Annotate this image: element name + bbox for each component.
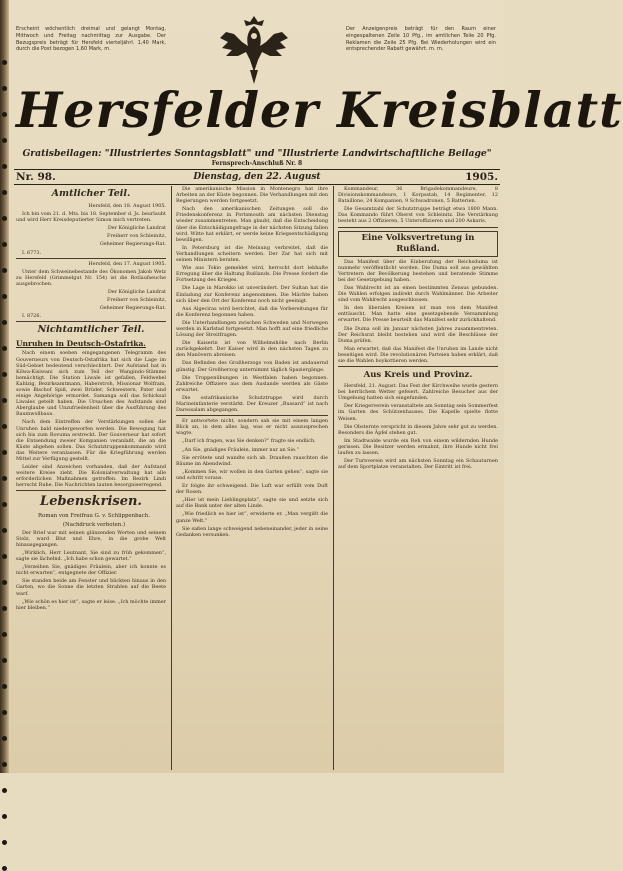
notice-signature: Der Königliche Landrat (107, 289, 166, 296)
advertising-notice: Der Anzeigenpreis beträgt für den Raum einer eingespaltenen Zeile 10 Pfg., im amtlichen Teile 20 Pfg. Reklamen die Zeile 25 Pfg. Bei Wiederholungen wird ein entsprechender Rabatt gewährt. m. m. (346, 26, 496, 53)
issue-date: Dienstag, den 22. August (193, 172, 321, 182)
issue-number: Nr. 98. (16, 171, 56, 183)
subscription-notice: Erscheint wöchentlich dreimal und gelangt Montag, Mittwoch und Freitag nachmittag zur Ausgabe. Der Bezugspreis beträgt für Hersfeld vierteljährl. 1,40 Mark, durch die Post bezogen 1,60 Mark, m. (16, 26, 166, 53)
serial-reprint-note: (Nachdruck verboten.) (62, 521, 126, 528)
article-paragraph: Man erwartet, daß das Manifest die Unruhen im Lande nicht beseitigen wird. Die revolutionären Parteien haben erklärt, daß sie die Wahlen boykottieren werden. (338, 345, 498, 364)
article-paragraph: Im Stadtwalde wurde ein Reh von einem wildernden Hunde gerissen. Die Besitzer werden ermahnt, ihre Hunde nicht frei laufen zu lassen. (338, 437, 498, 456)
serial-paragraph: „Wie friedlich es hier ist“, erwiderte er. „Man vergißt die ganze Welt.“ (176, 511, 328, 524)
article-paragraph: Kommandeur, 36 Brigadekommandeure, 8 Divisionskommandeure, 1 Korpsstab, 14 Regimenter, 12 Bataillone, 24 Kompanien, 9 Schwadronen, 5 Batterien. (338, 186, 498, 205)
article-paragraph: Die Truppenübungen in Westfalen haben begonnen. Zahlreiche Offiziere aus dem Auslande werden als Gäste erwartet. (176, 374, 328, 393)
phone-line: Fernsprech-Anschluß Nr. 8 (211, 160, 303, 167)
article-paragraph: Leider sind Anzeichen vorhanden, daß der Aufstand weitere Kreise zieht. Die Kolonialverwaltung hat alle erforderlichen Maßnahmen getroffen. Im Bezirk Lindi herrscht Ruhe. Die Nachrichten lauten besorgniserregend. (16, 464, 166, 489)
article-paragraph: Die Obsternte verspricht in diesem Jahre sehr gut zu werden. Besonders die Äpfel stehen gut. (338, 423, 498, 436)
article-paragraph: Der Kriegerverein veranstaltete am Sonntag sein Sommerfest im Garten des Schützenhauses. Die Kapelle spielte flotte Weisen. (338, 403, 498, 422)
notice-signature: Geheimer Regierungs-Rat. (99, 305, 166, 312)
serial-paragraph: „An Sie, gnädiges Fräulein, immer nur an Sie.“ (182, 446, 300, 453)
article-paragraph: Das Wahlrecht ist an einen bestimmten Zensus gebunden. Die Wahlen erfolgen indirekt durch Wahlmänner. Die Arbeiter sind vom Wahlrecht ausgeschlossen. (338, 284, 498, 304)
article-paragraph: Die amerikanische Mission in Montenegro hat ihre Arbeiten an der Küste begonnen. Die Verhandlungen mit den Regierungen werden fortgesetzt. (176, 186, 328, 205)
column-1 (16, 186, 166, 770)
serial-paragraph: „Darf ich fragen, was Sie denken?“ fragte sie endlich. (182, 438, 316, 445)
notice-date: Hersfeld, den 18. August 1905. (88, 203, 166, 209)
article-paragraph: Die Lage in Marokko ist unverändert. Der Sultan hat die Einladung zur Konferenz angenommen. Die Mächte haben sich über den Ort der Konferenz noch nicht geeinigt. (176, 285, 328, 304)
masthead-title: Hersfelder Kreisblatt (16, 81, 623, 139)
binding-holes (1, 60, 8, 760)
serial-paragraph: „Wirklich, Herr Leutnant, Sie sind zu früh gekommen“, sagte sie lächelnd. „Ich habe schon gewartet.“ (16, 549, 166, 563)
notice-signature: Geheimer Regierungs-Rat. (99, 241, 166, 248)
serial-paragraph: Er folgte ihr schweigend. Die Luft war erfüllt vom Duft der Rosen. (176, 483, 328, 496)
notice-text: Ich bin vom 21. d. Mts. bis 18. September d. Js. beurlaubt und wird Herr Kreisdeputierter Simon mich vertreten. (16, 211, 166, 224)
article-paragraph: Die Gesamtzahl der Schutztruppe beträgt etwa 1800 Mann. Das Kommando führt Oberst von Schleinitz. Die Verstärkung besteht aus 2 Offizieren, 5 Unteroffizieren und 200 Askaris. (338, 206, 498, 225)
serial-paragraph: „Hier ist mein Lieblingsplatz“, sagte sie und setzte sich auf die Bank unter der alten Linde. (176, 497, 328, 510)
serial-paragraph: „Wie schön es hier ist“, sagte er leise. „Ich möchte immer hier bleiben.“ (16, 598, 166, 611)
notice-reference: I. 8726. (22, 313, 42, 320)
masthead-subtitle: Gratisbeilagen: "Illustriertes Sonntagsblatt" und "Illustrierte Landwirtschaftliche Beilage" (22, 148, 492, 159)
article-paragraph: Hersfeld, 21. August. Das Fest der Kirchweihe wurde gestern bei herrlichem Wetter gefeiert. Zahlreiche Besucher aus der Umgebung hatten sich eingefunden. (338, 383, 498, 402)
article-paragraph: Nach einem soeben eingegangenen Telegramm des Gouverneurs von Deutsch-Ostafrika hat sich die Lage im Süd-Gebiet bedeutend verschlechtert. Der Aufstand hat in Kilwa-Kisiwani sich zum Teil der Wangindo-Stämme bemächtigt. Die Station Liwale ist gefallen, Feldwebel Kahlzig, Bezirksamtmann, Haberstroh, Missionar Wolfram, sowie Bischof Spiß, zwei Brüder, Schwestern, Pater und einige Angehörige ermordet. Samanga soll das Schicksal Liwales geteilt haben. Die Ursachen des Aufstands sind Aberglaube und Unzufriedenheit über die Ausführung des Baumwollbaus. (16, 350, 166, 418)
article-paragraph: Das Manifest über die Einberufung der Reichsduma ist nunmehr veröffentlicht worden. Die Duma soll aus gewählten Vertretern der Bevölkerung bestehen und beratende Stimme bei der Gesetzgebung haben. (338, 258, 498, 283)
column-3 (338, 186, 498, 770)
notice-signature: Freiherr von Schleinitz, (107, 233, 166, 240)
serial-paragraph: „Kommen Sie, wir wollen in den Garten gehen“, sagte sie und schritt voraus. (176, 468, 328, 481)
serial-author: Roman von Freifrau G. v. Schlippenbach. (38, 513, 150, 520)
serial-paragraph: Der Brief war mit seinen glänzenden Worten und seinem Stolz, ward Blut und Ehre, in die grobe Welt hinausgegangen. (16, 529, 166, 548)
article-paragraph: Die Unterhandlungen zwischen Schweden und Norwegen werden in Karlstad fortgesetzt. Man hofft auf eine friedliche Lösung der Streitfragen. (176, 319, 328, 339)
serial-paragraph: Sie errötete und wandte sich ab. Draußen rauschten die Bäume im Abendwind. (176, 454, 328, 467)
article-paragraph: In den liberalen Kreisen ist man von dem Manifest enttäuscht. Man hatte eine gesetzgebende Versammlung erwartet. Die Presse beurteilt das Manifest sehr zurückhaltend. (338, 305, 498, 324)
article-paragraph: Die ostafrikanische Schutztruppe wird durch Marineinfanterie verstärkt. Der Kreuzer „Bussard“ ist nach Daressalam abgegangen. (176, 394, 328, 414)
article-paragraph: Die Duma soll im Januar nächsten Jahres zusammentreten. Der Reichsrat bleibt bestehen und wird die Beschlüsse der Duma prüfen. (338, 325, 498, 344)
notice-text: Unter dem Schweinebestande des Ökonomen Jakob Wetz zu Hersfeld (Grimmelgut Nr. 154) ist die Rotlaufseuche ausgebrochen. (16, 268, 166, 287)
section-heading-amtlicher: Amtlicher Teil. (51, 188, 131, 199)
serial-paragraph: Sie saßen lange schweigend nebeneinander, jeder in seine Gedanken versunken. (176, 525, 328, 538)
notice-signature: Der Königliche Landrat (107, 225, 166, 232)
notice-date: Hersfeld, den 17. August 1905. (88, 260, 166, 267)
issue-year: 1905. (465, 171, 498, 183)
article-paragraph: Nach den amerikanischen Zeitungen soll die Friedenskonferenz in Portsmouth am nächsten Dienstag wieder zusammentreten. Man glaubt, daß die Entscheidung über die Entschädigungsfrage in der nächsten Sitzung fallen wird. Witte hat erklärt, er werde keine Kriegsentschädigung bewilligen. (176, 206, 328, 243)
article-paragraph: Der Turnverein wird am nächsten Sonntag ein Schauturnen auf dem Sportplatze veranstalten. Der Eintritt ist frei. (338, 458, 498, 471)
article-heading-volksvertretung: Eine Volksvertretung in Rußland. (338, 231, 498, 257)
notice-signature: Freiherr von Schleinitz, (107, 297, 166, 304)
article-heading-unruhen: Unruhen in Deutsch-Ostafrika. (16, 339, 146, 349)
article-paragraph: Die Kaiserin ist von Wilhelmshöhe nach Berlin zurückgekehrt. Der Kaiser wird in den nächsten Tagen zu den Manövern abreisen. (176, 340, 328, 359)
column-rule-2 (333, 186, 334, 770)
serial-heading-lebenskrisen: Lebenskrisen. (40, 494, 142, 510)
article-paragraph: Nach dem Eintreffen der Verstärkungen sollen die Unruhen bald niedergeworfen werden. Die Bewegung hat sich bis zum Rovuma erstreckt. Der Gouverneur hat sofort die Entsendung zweier Kompanien veranlaßt, die an die Küste abgehen sollen. Das Schutztruppenkommando wird das Weitere veranlassen. Für die Kriegführung werden Mittel zur Verfügung gestellt. (16, 419, 166, 462)
serial-paragraph: Sie standen beide am Fenster und blickten hinaus in den Garten, wo die Sonne die letzten Strahlen auf die Beete warf. (16, 578, 166, 597)
column-rule-1 (171, 186, 172, 770)
article-paragraph: Aus Algeciras wird berichtet, daß die Vorbereitungen für die Konferenz begonnen haben. (176, 305, 328, 318)
section-heading-nichtamtlicher: Nichtamtlicher Teil. (37, 324, 145, 336)
article-paragraph: Wie aus Tokio gemeldet wird, herrscht dort lebhafte Erregung über die Haltung Rußlands. Die Presse fordert die Fortsetzung des Krieges. (176, 265, 328, 284)
column-2 (176, 186, 328, 770)
dateline-bar (14, 169, 500, 185)
article-paragraph: In Petersburg ist die Meinung verbreitet, daß die Verhandlungen scheitern werden. Der Zar hat sich mit seinen Ministern beraten. (176, 244, 328, 264)
serial-paragraph: Er antwortete nicht, sondern sah sie mit einem langen Blick an, in dem alles lag, was er nicht auszusprechen wagte. (176, 418, 328, 437)
article-paragraph: Das Befinden des Großherzogs von Baden ist andauernd günstig. Der Großherzog unternimmt täglich Spaziergänge. (176, 360, 328, 373)
article-heading-kreis: Aus Kreis und Provinz. (363, 370, 473, 381)
notice-reference: I. 6773. (22, 249, 42, 256)
serial-paragraph: „Verzeihen Sie, gnädiges Fräulein, aber ich konnte es nicht erwarten“, entgegnete der Offizier. (16, 564, 166, 577)
